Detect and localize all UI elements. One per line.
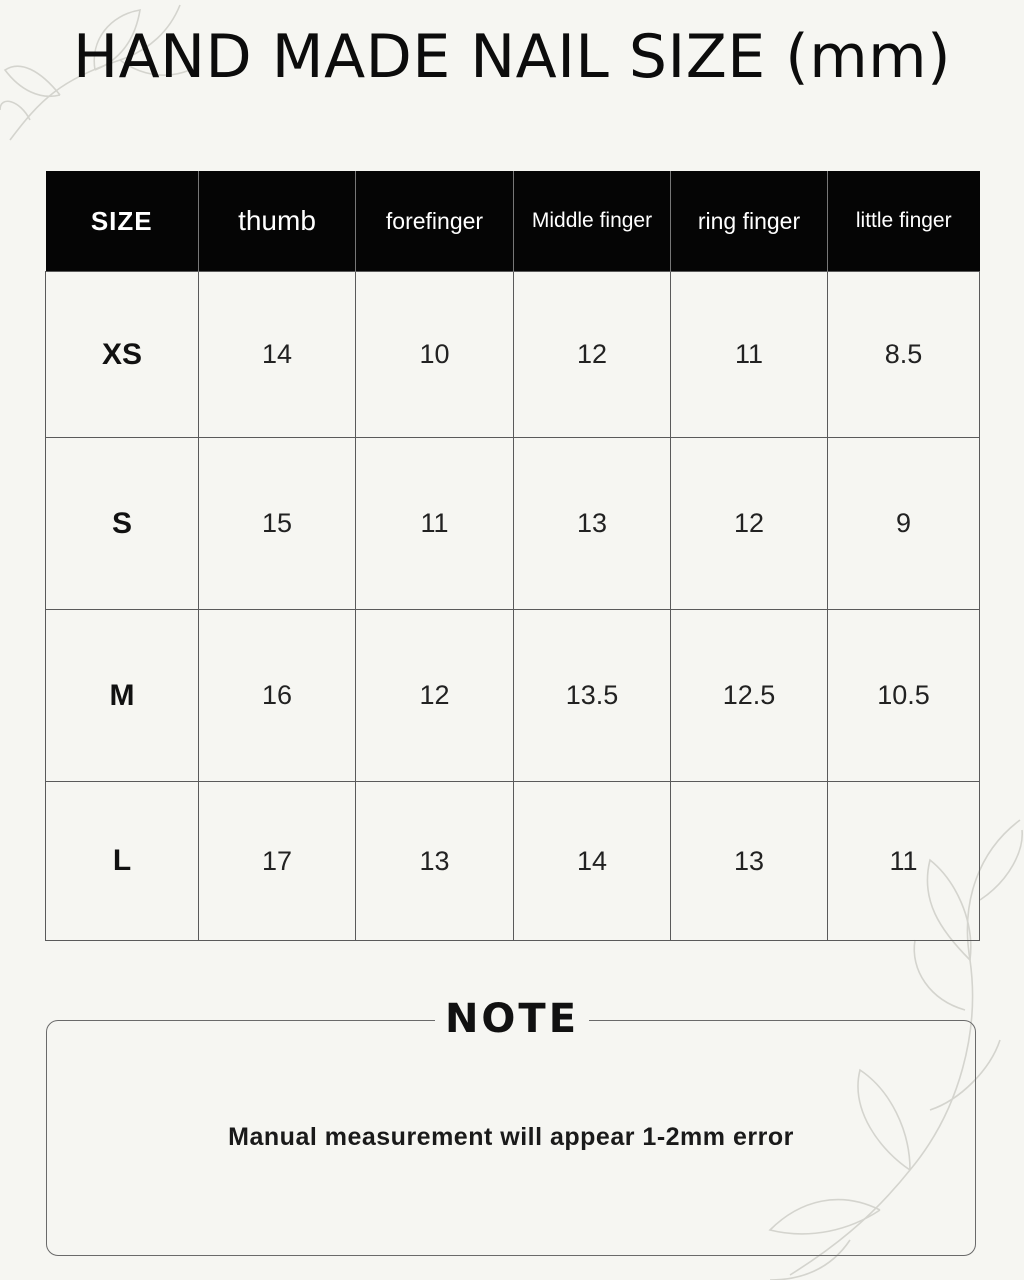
nail-size-table bbox=[45, 171, 980, 941]
table-cell: 13 bbox=[671, 782, 828, 941]
header-little-finger: little finger bbox=[828, 171, 980, 272]
table-cell: 15 bbox=[199, 438, 356, 610]
table-cell: 12 bbox=[356, 610, 514, 782]
table-cell: 11 bbox=[356, 438, 514, 610]
note-text: Manual measurement will appear 1-2mm error bbox=[228, 1123, 794, 1151]
table-header-row bbox=[46, 171, 980, 272]
header-thumb: thumb bbox=[199, 171, 356, 272]
table-row bbox=[46, 610, 980, 782]
table-row bbox=[46, 272, 980, 438]
table-cell: 13.5 bbox=[514, 610, 671, 782]
table-cell: 14 bbox=[199, 272, 356, 438]
size-label: S bbox=[46, 438, 199, 610]
size-label: M bbox=[46, 610, 199, 782]
page-title: HAND MADE NAIL SIZE (mm) bbox=[72, 22, 951, 92]
table-cell: 14 bbox=[514, 782, 671, 941]
header-middle-finger: Middle finger bbox=[514, 171, 671, 272]
header-ring-finger: ring finger bbox=[671, 171, 828, 272]
table-cell: 12 bbox=[671, 438, 828, 610]
header-forefinger: forefinger bbox=[356, 171, 514, 272]
note-title-wrap bbox=[0, 996, 1024, 1042]
table-row bbox=[46, 438, 980, 610]
table-cell: 13 bbox=[514, 438, 671, 610]
table-cell: 10 bbox=[356, 272, 514, 438]
header-size: SIZE bbox=[46, 171, 199, 272]
table-cell: 11 bbox=[671, 272, 828, 438]
size-label: XS bbox=[46, 272, 199, 438]
table-cell: 12.5 bbox=[671, 610, 828, 782]
table-cell: 13 bbox=[356, 782, 514, 941]
table-cell: 17 bbox=[199, 782, 356, 941]
note-title: NOTE bbox=[435, 996, 589, 1042]
table-cell: 11 bbox=[828, 782, 980, 941]
table-cell: 9 bbox=[828, 438, 980, 610]
table-cell: 10.5 bbox=[828, 610, 980, 782]
table-cell: 12 bbox=[514, 272, 671, 438]
table-row bbox=[46, 782, 980, 941]
table-cell: 8.5 bbox=[828, 272, 980, 438]
table-cell: 16 bbox=[199, 610, 356, 782]
size-label: L bbox=[46, 782, 199, 941]
